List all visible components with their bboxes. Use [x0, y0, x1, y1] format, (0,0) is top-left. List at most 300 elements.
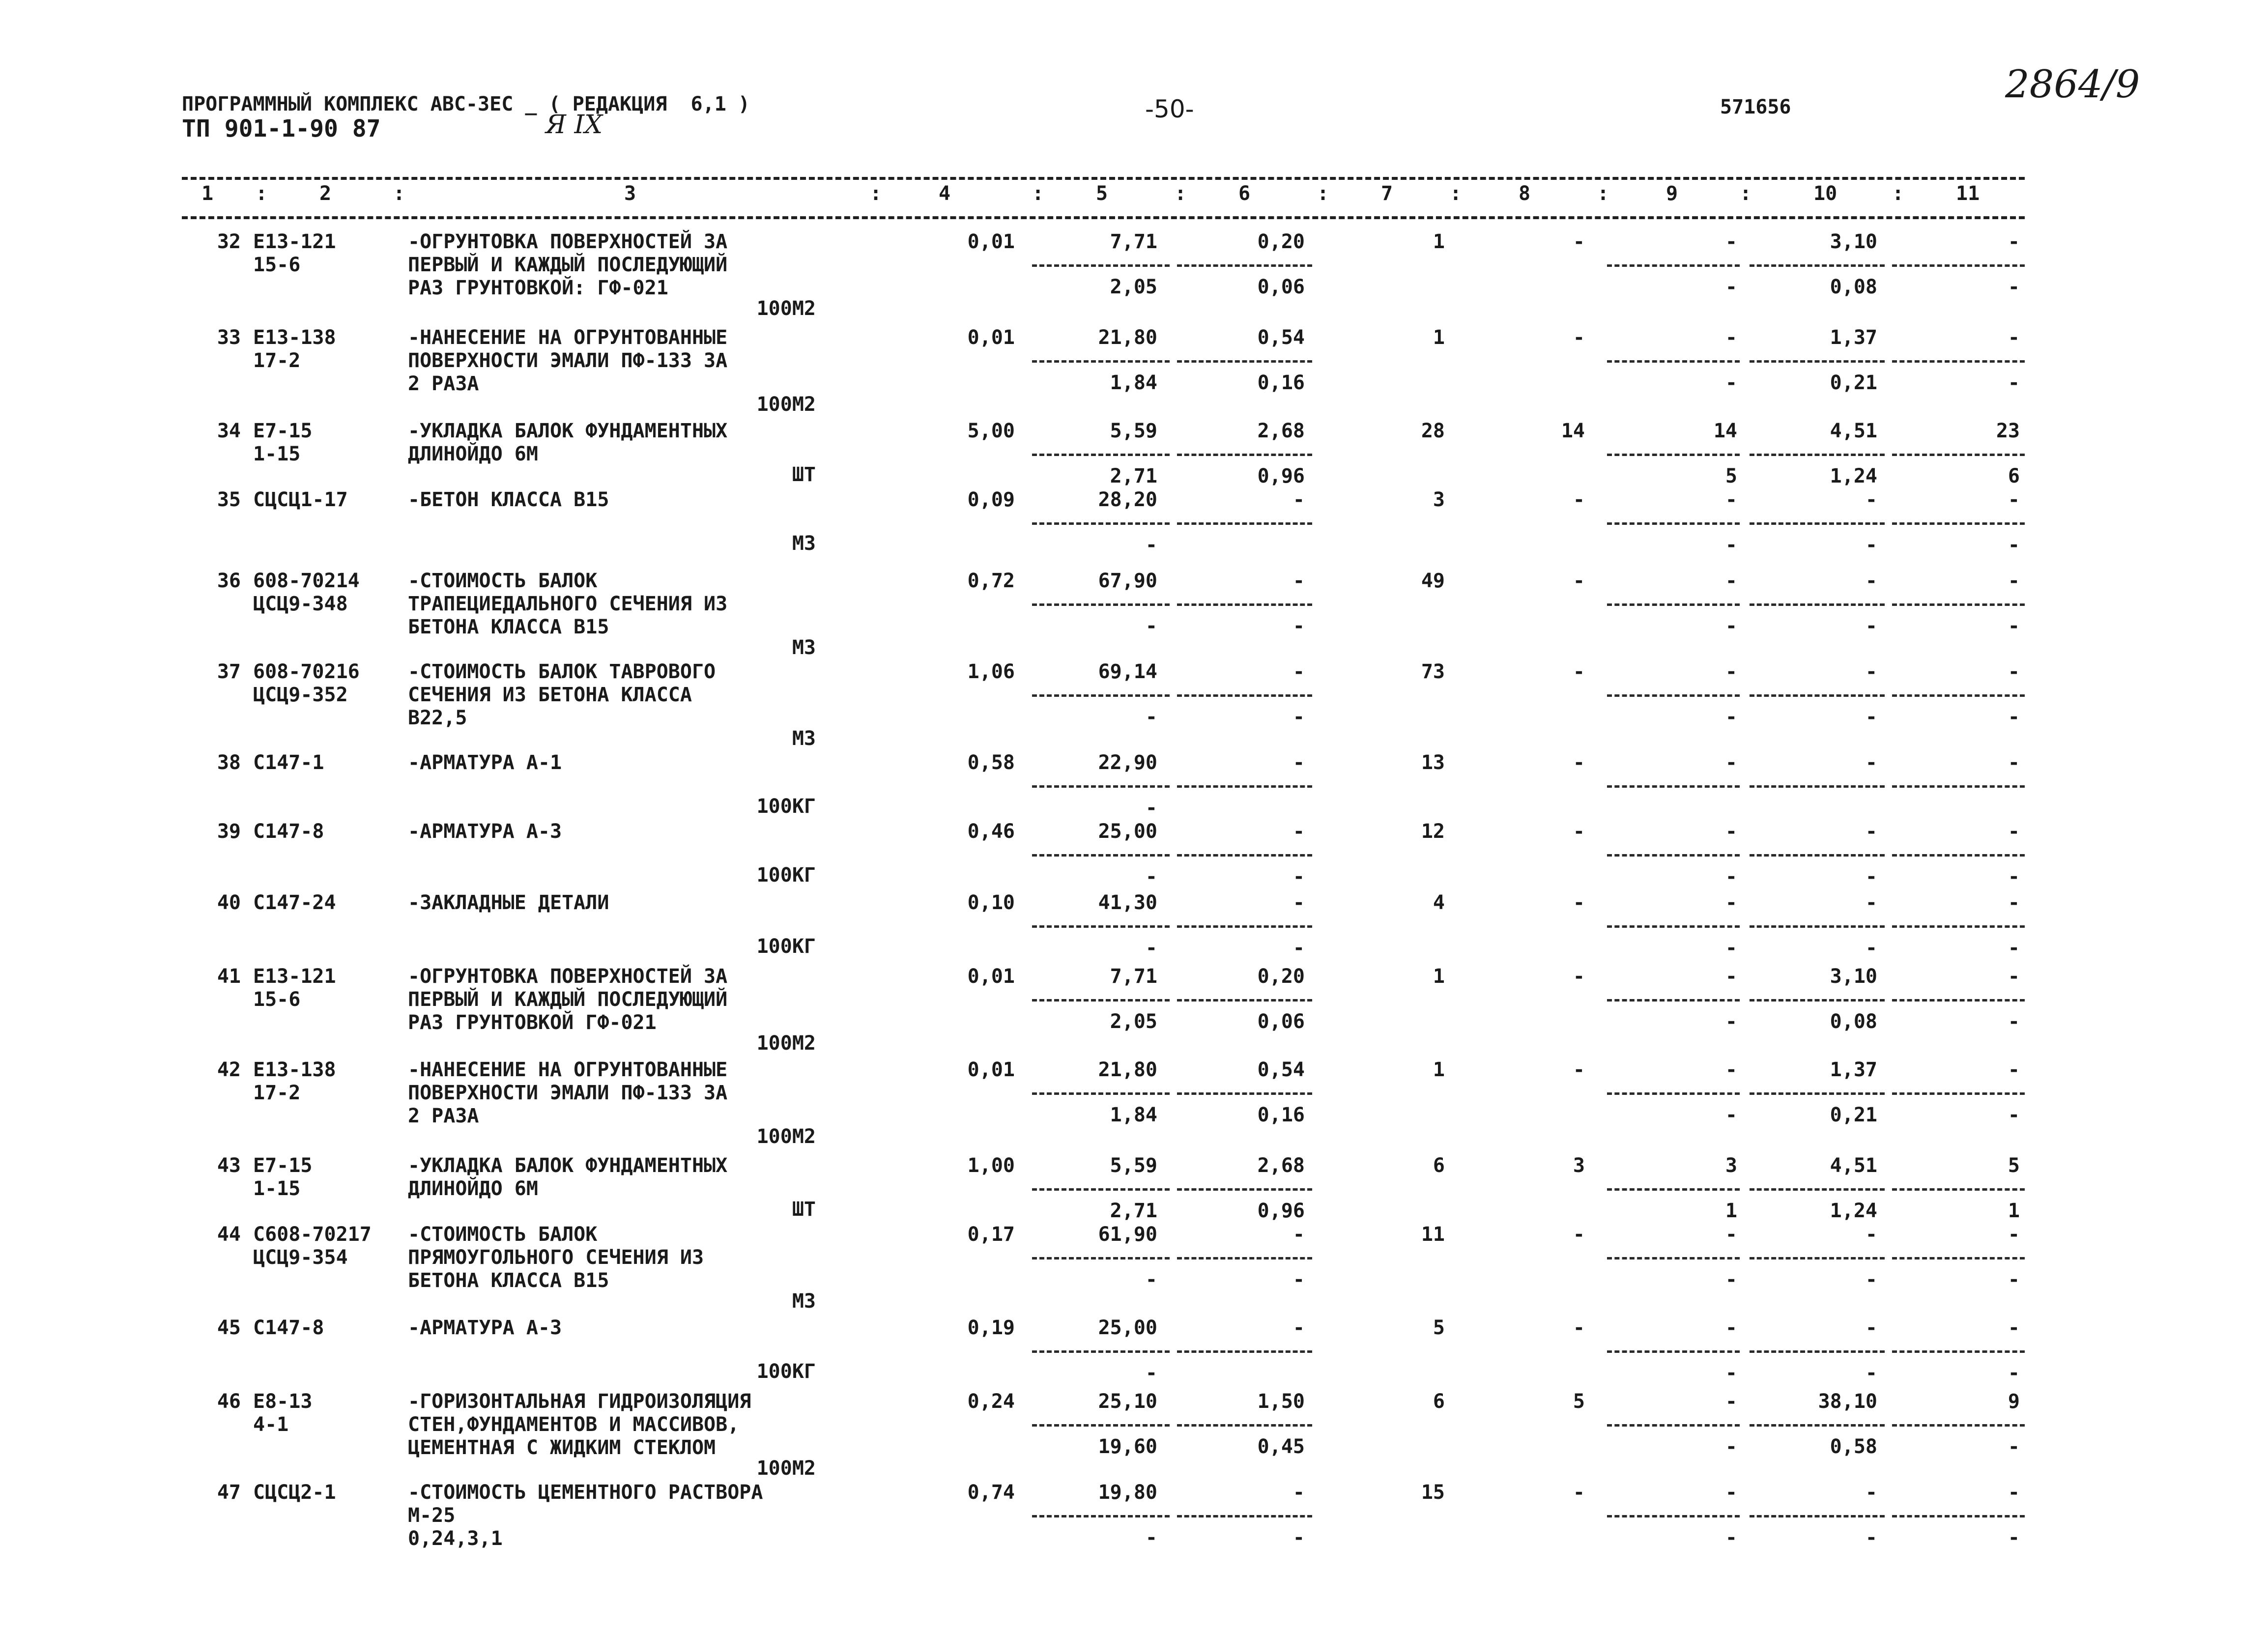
cell-c5: 67,90: [1098, 570, 1157, 592]
rate-code: С147-8: [253, 1316, 324, 1339]
cell-c6b: 0,96: [1257, 465, 1305, 487]
cell-c11b: -: [2008, 1435, 2020, 1458]
cell-c9b: -: [1725, 276, 1737, 298]
work-description: ПРЯМОУГОЛЬНОГО СЕЧЕНИЯ ИЗ: [408, 1246, 704, 1269]
subtotal-rule: [1177, 522, 1312, 525]
cell-c8: -: [1573, 660, 1585, 683]
column-separator: :: [870, 182, 882, 205]
subtotal-rule: [1607, 1515, 1740, 1517]
cell-c5b: -: [1145, 706, 1157, 728]
cell-c6: 0,54: [1257, 1059, 1305, 1081]
subtotal-rule: [1750, 1350, 1885, 1353]
cell-c6: 2,68: [1257, 420, 1305, 442]
cell-c10: 1,37: [1830, 1059, 1877, 1081]
column-separator: :: [1317, 182, 1329, 205]
subtotal-rule: [1607, 264, 1740, 267]
cell-c6b: -: [1292, 706, 1305, 728]
work-description: 2 РАЗА: [408, 1105, 479, 1127]
row-number: 40: [217, 891, 241, 914]
subtotal-rule: [1750, 1092, 1885, 1095]
cell-c11: -: [2008, 570, 2020, 592]
cell-c6: 1,50: [1257, 1390, 1305, 1413]
cell-c5: 19,80: [1098, 1481, 1157, 1504]
subtotal-rule: [1607, 522, 1740, 525]
cell-c5b: -: [1145, 1362, 1157, 1384]
cell-c10: 3,10: [1830, 230, 1877, 253]
cell-c7: 3: [1433, 488, 1445, 511]
subtotal-rule: [1607, 694, 1740, 697]
cell-c4: 0,46: [967, 820, 1015, 843]
work-description: ПОВЕРХНОСТИ ЭМАЛИ ПФ-133 ЗА: [408, 349, 728, 372]
subtotal-rule: [1177, 1515, 1312, 1517]
column-header: 3: [624, 182, 636, 205]
cell-c10b: -: [1865, 534, 1877, 556]
work-description: В22,5: [408, 707, 467, 729]
rate-code: ЦСЦ9-354: [253, 1246, 348, 1269]
cell-c9b: -: [1725, 1010, 1737, 1033]
column-separator: :: [1740, 182, 1752, 205]
subtotal-rule: [1750, 522, 1885, 525]
cell-c7: 5: [1433, 1316, 1445, 1339]
work-description: -ОГРУНТОВКА ПОВЕРХНОСТЕЙ ЗА: [408, 230, 728, 253]
cell-c9b: -: [1725, 1104, 1737, 1126]
rate-code: 1-15: [253, 443, 301, 465]
cell-c6: -: [1292, 488, 1305, 511]
cell-c4: 0,58: [967, 751, 1015, 774]
cell-c9b: 1: [1725, 1200, 1737, 1222]
subtotal-rule: [1032, 999, 1170, 1001]
work-description: -СТОИМОСТЬ БАЛОК: [408, 570, 598, 592]
cell-c6: -: [1292, 1481, 1305, 1504]
row-number: 38: [217, 751, 241, 774]
work-description: СТЕН,ФУНДАМЕНТОВ И МАССИВОВ,: [408, 1413, 740, 1436]
cell-c9: -: [1725, 891, 1737, 914]
unit-of-measure: 100М2: [756, 1125, 816, 1148]
rate-code: 4-1: [253, 1413, 289, 1436]
section-mark: Я IX: [545, 110, 603, 140]
subtotal-rule: [1607, 925, 1740, 928]
column-separator: :: [1597, 182, 1609, 205]
rate-code: 17-2: [253, 1082, 301, 1104]
cell-c7: 11: [1421, 1223, 1445, 1246]
subtotal-rule: [1750, 1424, 1885, 1427]
cell-c5b: 2,05: [1110, 1010, 1157, 1033]
rate-code: 608-70216: [253, 660, 360, 683]
rate-code: 1-15: [253, 1177, 301, 1200]
cell-c8: -: [1573, 751, 1585, 774]
cell-c7: 12: [1421, 820, 1445, 843]
row-number: 33: [217, 326, 241, 349]
work-description: ТРАПЕЦИЕДАЛЬНОГО СЕЧЕНИЯ ИЗ: [408, 593, 728, 615]
subtotal-rule: [1892, 1350, 2025, 1353]
cell-c7: 4: [1433, 891, 1445, 914]
cell-c10b: -: [1865, 1526, 1877, 1549]
cell-c9: -: [1725, 230, 1737, 253]
column-separator: :: [1892, 182, 1904, 205]
cell-c6b: 0,16: [1257, 372, 1305, 394]
rate-code: Е8-13: [253, 1390, 313, 1413]
cell-c4: 0,24: [967, 1390, 1015, 1413]
subtotal-rule: [1607, 785, 1740, 788]
cell-c9b: -: [1725, 865, 1737, 888]
subtotal-rule: [1177, 603, 1312, 606]
cell-c10: 4,51: [1830, 1154, 1877, 1177]
subtotal-rule: [1892, 264, 2025, 267]
cell-c9: 14: [1713, 420, 1737, 442]
column-separator: :: [256, 182, 268, 205]
cell-c11b: -: [2008, 534, 2020, 556]
unit-of-measure: 100М2: [756, 1032, 816, 1055]
cell-c6: -: [1292, 751, 1305, 774]
subtotal-rule: [1607, 1350, 1740, 1353]
subtotal-rule: [1892, 360, 2025, 363]
cell-c5b: 1,84: [1110, 372, 1157, 394]
subtotal-rule: [1750, 694, 1885, 697]
cell-c8: 3: [1573, 1154, 1585, 1177]
column-separator: :: [393, 182, 405, 205]
cell-c9b: -: [1725, 1362, 1737, 1384]
cell-c4: 0,01: [967, 1059, 1015, 1081]
subtotal-rule: [1892, 999, 2025, 1001]
cell-c5: 69,14: [1098, 660, 1157, 683]
rate-code: ЦСЦ9-352: [253, 684, 348, 706]
rate-code: Е13-121: [253, 230, 336, 253]
subtotal-rule: [1032, 1350, 1170, 1353]
work-description: -ОГРУНТОВКА ПОВЕРХНОСТЕЙ ЗА: [408, 965, 728, 988]
cell-c7: 6: [1433, 1154, 1445, 1177]
cell-c10: -: [1865, 891, 1877, 914]
row-number: 46: [217, 1390, 241, 1413]
cell-c10b: 0,58: [1830, 1435, 1877, 1458]
cell-c10b: 0,08: [1830, 1010, 1877, 1033]
cell-c9b: -: [1725, 372, 1737, 394]
cell-c11b: -: [2008, 1010, 2020, 1033]
cell-c5: 28,20: [1098, 488, 1157, 511]
work-description: 0,24,3,1: [408, 1527, 503, 1550]
cell-c7: 1: [1433, 230, 1445, 253]
cell-c8: -: [1573, 570, 1585, 592]
cell-c9b: -: [1725, 1268, 1737, 1291]
subtotal-rule: [1892, 603, 2025, 606]
cell-c7: 13: [1421, 751, 1445, 774]
cell-c4: 0,09: [967, 488, 1015, 511]
cell-c8: 14: [1561, 420, 1585, 442]
work-description: -БЕТОН КЛАССА В15: [408, 488, 609, 511]
cell-c11: -: [2008, 326, 2020, 349]
cell-c5: 61,90: [1098, 1223, 1157, 1246]
cell-c4: 0,01: [967, 326, 1015, 349]
cell-c11b: -: [2008, 1268, 2020, 1291]
cell-c6: -: [1292, 891, 1305, 914]
subtotal-rule: [1750, 603, 1885, 606]
cell-c10b: -: [1865, 865, 1877, 888]
cell-c10: -: [1865, 820, 1877, 843]
row-number: 34: [217, 420, 241, 442]
work-description: ЦЕМЕНТНАЯ С ЖИДКИМ СТЕКЛОМ: [408, 1436, 716, 1459]
subtotal-rule: [1607, 603, 1740, 606]
work-description: -НАНЕСЕНИЕ НА ОГРУНТОВАННЫЕ: [408, 326, 728, 349]
cell-c11b: -: [2008, 615, 2020, 637]
unit-of-measure: 100КГ: [756, 864, 816, 887]
rate-code: Е13-138: [253, 326, 336, 349]
column-header: 6: [1238, 182, 1251, 205]
cell-c10: -: [1865, 1481, 1877, 1504]
handwritten-sheet-number: 2864/9: [2005, 62, 2140, 107]
cell-c6: -: [1292, 1316, 1305, 1339]
cell-c4: 0,19: [967, 1316, 1015, 1339]
subtotal-rule: [1750, 1515, 1885, 1517]
cell-c11b: -: [2008, 937, 2020, 959]
cell-c10: -: [1865, 570, 1877, 592]
subtotal-rule: [1032, 1515, 1170, 1517]
cell-c11b: -: [2008, 1362, 2020, 1384]
cell-c4: 0,17: [967, 1223, 1015, 1246]
cell-c11: -: [2008, 230, 2020, 253]
cell-c7: 1: [1433, 965, 1445, 988]
work-description: ДЛИНОЙДО 6М: [408, 443, 538, 465]
work-description: -АРМАТУРА А-1: [408, 751, 562, 774]
cell-c10: 4,51: [1830, 420, 1877, 442]
cell-c8: -: [1573, 230, 1585, 253]
row-number: 37: [217, 660, 241, 683]
subtotal-rule: [1607, 360, 1740, 363]
cell-c11b: 6: [2008, 465, 2020, 487]
column-separator: :: [1032, 182, 1044, 205]
cell-c6b: -: [1292, 615, 1305, 637]
subtotal-rule: [1032, 264, 1170, 267]
cell-c8: -: [1573, 891, 1585, 914]
work-description: -АРМАТУРА А-3: [408, 1316, 562, 1339]
subtotal-rule: [1892, 925, 2025, 928]
subtotal-rule: [1177, 785, 1312, 788]
subtotal-rule: [1032, 1424, 1170, 1427]
subtotal-rule: [1892, 1188, 2025, 1191]
cell-c5: 7,71: [1110, 965, 1157, 988]
unit-of-measure: М3: [792, 532, 816, 555]
column-header: 8: [1519, 182, 1531, 205]
cell-c10: -: [1865, 751, 1877, 774]
column-header: 7: [1381, 182, 1393, 205]
rate-code: Е13-121: [253, 965, 336, 988]
subtotal-rule: [1032, 694, 1170, 697]
cell-c9: -: [1725, 1059, 1737, 1081]
subtotal-rule: [1750, 1257, 1885, 1259]
subtotal-rule: [1892, 1515, 2025, 1517]
cell-c5b: -: [1145, 865, 1157, 888]
subtotal-rule: [1607, 854, 1740, 857]
cell-c9: -: [1725, 965, 1737, 988]
cell-c9b: -: [1725, 706, 1737, 728]
cell-c9b: 5: [1725, 465, 1737, 487]
cell-c5: 7,71: [1110, 230, 1157, 253]
cell-c6b: 0,45: [1257, 1435, 1305, 1458]
cell-c6: 2,68: [1257, 1154, 1305, 1177]
subtotal-rule: [1032, 454, 1170, 456]
subtotal-rule: [1750, 360, 1885, 363]
cell-c9: -: [1725, 488, 1737, 511]
cell-c8: -: [1573, 488, 1585, 511]
column-header: 4: [939, 182, 951, 205]
subtotal-rule: [1607, 1092, 1740, 1095]
cell-c6: -: [1292, 660, 1305, 683]
rate-code: С147-8: [253, 820, 324, 843]
column-header: 11: [1956, 182, 1980, 205]
cell-c9: -: [1725, 751, 1737, 774]
column-header: 9: [1666, 182, 1678, 205]
work-description: СЕЧЕНИЯ ИЗ БЕТОНА КЛАССА: [408, 684, 692, 706]
cell-c8: -: [1573, 1059, 1585, 1081]
row-number: 32: [217, 230, 241, 253]
cell-c11: -: [2008, 820, 2020, 843]
cell-c5b: -: [1145, 937, 1157, 959]
subtotal-rule: [1032, 1092, 1170, 1095]
cell-c4: 5,00: [967, 420, 1015, 442]
column-header: 10: [1813, 182, 1837, 205]
cell-c5: 41,30: [1098, 891, 1157, 914]
subtotal-rule: [1177, 264, 1312, 267]
subtotal-rule: [1750, 999, 1885, 1001]
cell-c5b: -: [1145, 1526, 1157, 1549]
cell-c11: -: [2008, 488, 2020, 511]
cell-c5: 21,80: [1098, 326, 1157, 349]
cell-c11b: -: [2008, 1104, 2020, 1126]
subtotal-rule: [1177, 1188, 1312, 1191]
cell-c9b: -: [1725, 937, 1737, 959]
rate-code: 608-70214: [253, 570, 360, 592]
unit-of-measure: М3: [792, 636, 816, 659]
work-description: -ЗАКЛАДНЫЕ ДЕТАЛИ: [408, 891, 609, 914]
work-description: БЕТОНА КЛАССА В15: [408, 1269, 609, 1292]
work-description: РАЗ ГРУНТОВКОЙ ГФ-021: [408, 1011, 657, 1034]
subtotal-rule: [1177, 694, 1312, 697]
column-header: 2: [319, 182, 332, 205]
cell-c7: 1: [1433, 326, 1445, 349]
subtotal-rule: [1750, 925, 1885, 928]
cell-c11b: -: [2008, 1526, 2020, 1549]
unit-of-measure: 100М2: [756, 393, 816, 416]
unit-of-measure: 100КГ: [756, 935, 816, 958]
rate-code: С147-24: [253, 891, 336, 914]
unit-of-measure: М3: [792, 727, 816, 750]
cell-c5b: 19,60: [1098, 1435, 1157, 1458]
cell-c4: 0,10: [967, 891, 1015, 914]
cell-c10b: 0,21: [1830, 1104, 1877, 1126]
cell-c10b: 0,21: [1830, 372, 1877, 394]
cell-c6: 0,54: [1257, 326, 1305, 349]
subtotal-rule: [1177, 999, 1312, 1001]
cell-c10b: 1,24: [1830, 1200, 1877, 1222]
subtotal-rule: [1892, 694, 2025, 697]
subtotal-rule: [1892, 1092, 2025, 1095]
cell-c4: 1,06: [967, 660, 1015, 683]
row-number: 41: [217, 965, 241, 988]
cell-c9b: -: [1725, 1526, 1737, 1549]
cell-c10b: -: [1865, 615, 1877, 637]
cell-c7: 73: [1421, 660, 1445, 683]
cell-c8: 5: [1573, 1390, 1585, 1413]
subtotal-rule: [1892, 854, 2025, 857]
cell-c10: -: [1865, 660, 1877, 683]
rate-code: 15-6: [253, 254, 301, 276]
subtotal-rule: [1750, 454, 1885, 456]
cell-c8: -: [1573, 326, 1585, 349]
rate-code: Е7-15: [253, 420, 313, 442]
cell-c5b: -: [1145, 1268, 1157, 1291]
subtotal-rule: [1892, 785, 2025, 788]
rate-code: 15-6: [253, 988, 301, 1011]
column-header: 1: [201, 182, 214, 205]
cell-c11b: -: [2008, 372, 2020, 394]
cell-c5b: -: [1145, 615, 1157, 637]
cell-c6: 0,20: [1257, 965, 1305, 988]
rate-code: Е13-138: [253, 1059, 336, 1081]
cell-c7: 1: [1433, 1059, 1445, 1081]
unit-of-measure: ШТ: [792, 463, 816, 486]
subtotal-rule: [1177, 360, 1312, 363]
cell-c8: -: [1573, 1481, 1585, 1504]
cell-c11: 5: [2008, 1154, 2020, 1177]
work-description: -СТОИМОСТЬ ЦЕМЕНТНОГО РАСТВОРА: [408, 1481, 763, 1504]
rate-code: С147-1: [253, 751, 324, 774]
cell-c6b: 0,16: [1257, 1104, 1305, 1126]
cell-c4: 0,74: [967, 1481, 1015, 1504]
row-number: 36: [217, 570, 241, 592]
subtotal-rule: [1032, 854, 1170, 857]
cell-c5: 21,80: [1098, 1059, 1157, 1081]
rate-code: СЦСЦ1-17: [253, 488, 348, 511]
subtotal-rule: [1892, 522, 2025, 525]
subtotal-rule: [1177, 854, 1312, 857]
cell-c6b: -: [1292, 1526, 1305, 1549]
cell-c11: -: [2008, 660, 2020, 683]
cell-c5b: 2,05: [1110, 276, 1157, 298]
subtotal-rule: [1177, 454, 1312, 456]
subtotal-rule: [1177, 925, 1312, 928]
cell-c5: 22,90: [1098, 751, 1157, 774]
program-title: ПРОГРАММНЫЙ КОМПЛЕКС АВС-3ЕС _ ( РЕДАКЦИЯ 6,1 ): [182, 93, 750, 115]
subtotal-rule: [1032, 603, 1170, 606]
unit-of-measure: 100М2: [756, 1457, 816, 1480]
cell-c5: 5,59: [1110, 1154, 1157, 1177]
subtotal-rule: [1750, 854, 1885, 857]
row-number: 45: [217, 1316, 241, 1339]
subtotal-rule: [1892, 454, 2025, 456]
work-description: М-25: [408, 1504, 456, 1527]
cell-c11: -: [2008, 751, 2020, 774]
cell-c10b: -: [1865, 937, 1877, 959]
cell-c6: -: [1292, 1223, 1305, 1246]
cell-c6: -: [1292, 820, 1305, 843]
unit-of-measure: ШТ: [792, 1198, 816, 1221]
cell-c6b: -: [1292, 865, 1305, 888]
row-number: 43: [217, 1154, 241, 1177]
cell-c11: -: [2008, 965, 2020, 988]
rate-code: С608-70217: [253, 1223, 372, 1246]
subtotal-rule: [1892, 1424, 2025, 1427]
subtotal-rule: [1607, 999, 1740, 1001]
work-description: ПЕРВЫЙ И КАЖДЫЙ ПОСЛЕДУЮЩИЙ: [408, 988, 728, 1011]
project-code: ТП 901-1-90 87: [182, 115, 381, 143]
subtotal-rule: [1750, 1188, 1885, 1191]
cell-c7: 28: [1421, 420, 1445, 442]
cell-c5b: -: [1145, 534, 1157, 556]
row-number: 35: [217, 488, 241, 511]
cell-c11b: -: [2008, 276, 2020, 298]
subtotal-rule: [1177, 1092, 1312, 1095]
rate-code: Е7-15: [253, 1154, 313, 1177]
subtotal-rule: [1607, 454, 1740, 456]
subtotal-rule: [1892, 1257, 2025, 1259]
